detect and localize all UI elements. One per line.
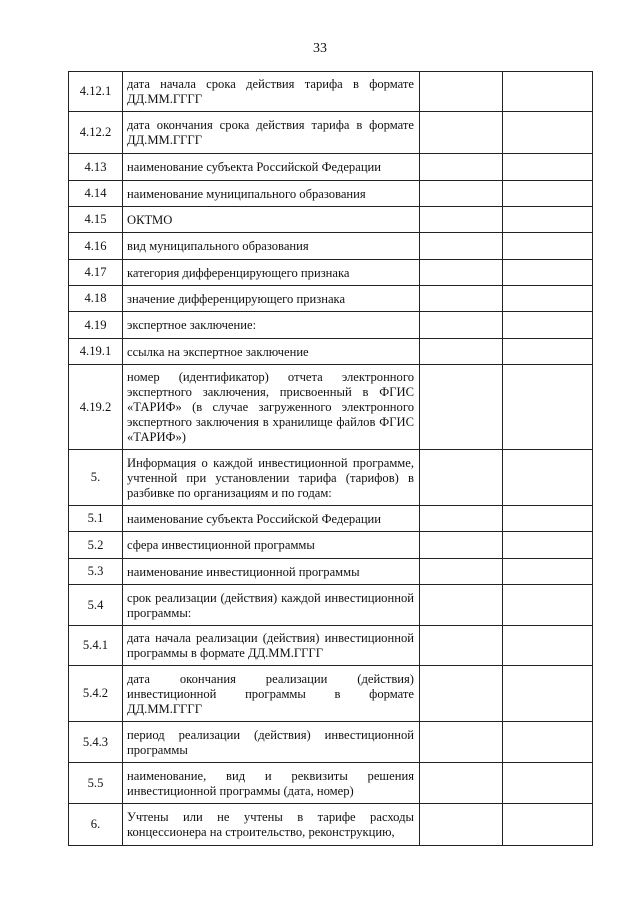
empty-cell	[420, 233, 503, 260]
row-number: 5.4	[69, 585, 123, 626]
row-description: дата окончания срока действия тарифа в формате ДД.ММ.ГГГГ	[123, 112, 420, 154]
table-row	[69, 763, 593, 804]
empty-cell	[503, 339, 593, 365]
empty-cell	[420, 804, 503, 846]
empty-cell	[420, 154, 503, 181]
empty-cell	[503, 207, 593, 233]
table-row	[69, 722, 593, 763]
row-description: дата начала реализации (действия) инвестиционной программы в формате ДД.ММ.ГГГГ	[123, 626, 420, 666]
empty-cell	[503, 450, 593, 506]
empty-cell	[420, 722, 503, 763]
table-row	[69, 207, 593, 233]
row-number: 5.1	[69, 506, 123, 532]
empty-cell	[420, 666, 503, 722]
row-description: срок реализации (действия) каждой инвестиционной программы:	[123, 585, 420, 626]
empty-cell	[503, 312, 593, 339]
row-number: 5.4.2	[69, 666, 123, 722]
row-description: наименование муниципального образования	[123, 181, 420, 207]
row-number: 4.17	[69, 260, 123, 286]
row-number: 4.12.2	[69, 112, 123, 154]
empty-cell	[420, 112, 503, 154]
empty-cell	[420, 181, 503, 207]
empty-cell	[503, 585, 593, 626]
empty-cell	[503, 72, 593, 112]
empty-cell	[420, 339, 503, 365]
table-row	[69, 154, 593, 181]
empty-cell	[420, 365, 503, 450]
table-row	[69, 532, 593, 559]
row-number: 5.3	[69, 559, 123, 585]
row-description: Учтены или не учтены в тарифе расходы концессионера на строительство, реконструкцию,	[123, 804, 420, 846]
empty-cell	[420, 72, 503, 112]
table-row	[69, 72, 593, 112]
table-row	[69, 365, 593, 450]
table-row	[69, 181, 593, 207]
empty-cell	[420, 207, 503, 233]
row-description: ссылка на экспертное заключение	[123, 339, 420, 365]
empty-cell	[420, 585, 503, 626]
row-description: дата окончания реализации (действия) инвестиционной программы в формате ДД.ММ.ГГГГ	[123, 666, 420, 722]
empty-cell	[503, 233, 593, 260]
empty-cell	[420, 312, 503, 339]
row-number: 5.5	[69, 763, 123, 804]
row-description: Информация о каждой инвестиционной программе, учтенной при установлении тарифа (тарифов) в разбивке по организациям и по годам:	[123, 450, 420, 506]
empty-cell	[503, 666, 593, 722]
row-number: 5.4.3	[69, 722, 123, 763]
row-description: значение дифференцирующего признака	[123, 286, 420, 312]
empty-cell	[503, 626, 593, 666]
empty-cell	[503, 286, 593, 312]
row-number: 6.	[69, 804, 123, 846]
table-row	[69, 626, 593, 666]
empty-cell	[420, 450, 503, 506]
row-number: 4.19.2	[69, 365, 123, 450]
empty-cell	[503, 559, 593, 585]
empty-cell	[503, 154, 593, 181]
row-number: 4.18	[69, 286, 123, 312]
empty-cell	[420, 626, 503, 666]
row-description: наименование субъекта Российской Федерации	[123, 506, 420, 532]
row-description: экспертное заключение:	[123, 312, 420, 339]
empty-cell	[503, 260, 593, 286]
empty-cell	[420, 559, 503, 585]
empty-cell	[503, 722, 593, 763]
table-row	[69, 506, 593, 532]
empty-cell	[503, 112, 593, 154]
table-row	[69, 339, 593, 365]
page-number: 33	[313, 41, 327, 56]
row-description: дата начала срока действия тарифа в формате ДД.ММ.ГГГГ	[123, 72, 420, 112]
row-description: ОКТМО	[123, 207, 420, 233]
row-description: вид муниципального образования	[123, 233, 420, 260]
requirements-table	[68, 71, 593, 846]
empty-cell	[503, 181, 593, 207]
table-row	[69, 559, 593, 585]
empty-cell	[420, 763, 503, 804]
empty-cell	[420, 260, 503, 286]
empty-cell	[420, 506, 503, 532]
row-number: 4.12.1	[69, 72, 123, 112]
row-number: 4.16	[69, 233, 123, 260]
row-number: 4.13	[69, 154, 123, 181]
empty-cell	[503, 532, 593, 559]
row-description: период реализации (действия) инвестиционной программы	[123, 722, 420, 763]
empty-cell	[503, 365, 593, 450]
row-number: 4.19.1	[69, 339, 123, 365]
table-row	[69, 666, 593, 722]
table-row	[69, 450, 593, 506]
empty-cell	[503, 763, 593, 804]
row-description: категория дифференцирующего признака	[123, 260, 420, 286]
row-number: 4.19	[69, 312, 123, 339]
table-row	[69, 233, 593, 260]
row-number: 4.15	[69, 207, 123, 233]
empty-cell	[420, 286, 503, 312]
row-number: 5.	[69, 450, 123, 506]
row-number: 5.4.1	[69, 626, 123, 666]
table-row	[69, 585, 593, 626]
table-row	[69, 112, 593, 154]
table-row	[69, 312, 593, 339]
table-row	[69, 260, 593, 286]
row-description: наименование субъекта Российской Федерации	[123, 154, 420, 181]
row-number: 4.14	[69, 181, 123, 207]
table-row	[69, 804, 593, 846]
row-description: номер (идентификатор) отчета электронного экспертного заключения, присвоенный в ФГИС «ТАРИФ» (в случае загруженного электронного экспертного заключения в хранилище файлов ФГИС «ТАРИФ»)	[123, 365, 420, 450]
row-description: сфера инвестиционной программы	[123, 532, 420, 559]
empty-cell	[503, 804, 593, 846]
table-row	[69, 286, 593, 312]
row-description: наименование, вид и реквизиты решения инвестиционной программы (дата, номер)	[123, 763, 420, 804]
empty-cell	[503, 506, 593, 532]
empty-cell	[420, 532, 503, 559]
row-description: наименование инвестиционной программы	[123, 559, 420, 585]
row-number: 5.2	[69, 532, 123, 559]
